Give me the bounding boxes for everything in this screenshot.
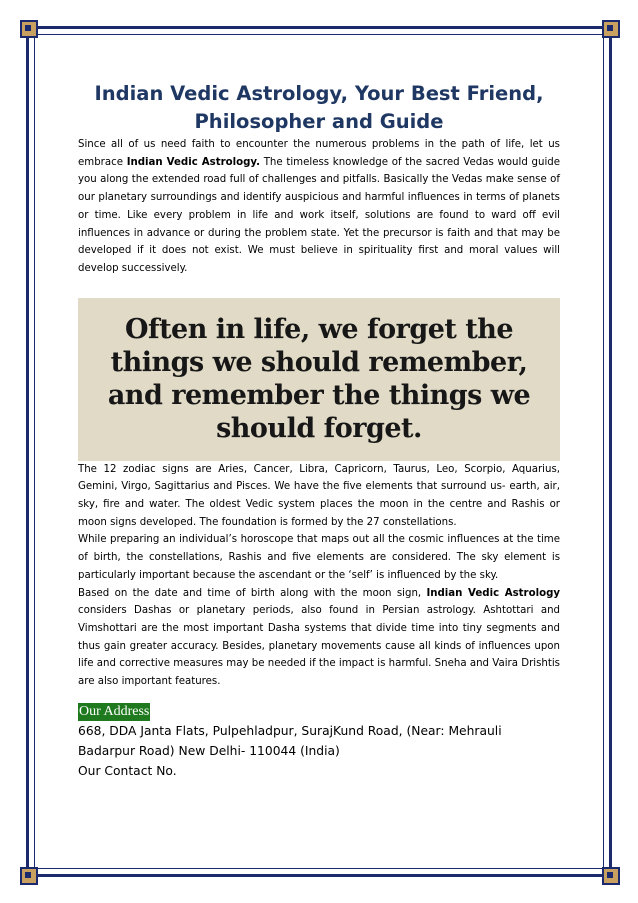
corner-ornament-icon <box>20 20 36 36</box>
document-content <box>78 80 560 781</box>
contact-label: Our Contact No. <box>78 763 177 778</box>
quote-line: should forget. <box>216 413 422 445</box>
bold-indian-vedic-astrology: Indian Vedic Astrology <box>426 587 561 599</box>
corner-ornament-icon <box>20 867 36 883</box>
paragraph-intro: Since all of us need faith to encounter the numerous problems in the path of life, let us embrace Indian Vedic Astrology. The timeless knowledge of the sacred Vedas would guide you along the extended road full of challenges and pitfalls. Basically the Vedas make sense of our planetary surroundings and identify auspicious and harmful influences in terms of planets or time. Like every problem in life and work itself, solutions are found to ward off evil influences in advance or during the problem state. Yet the precursor is faith and that may be developed if it does not exist. We must believe in spirituality first and moral values will develop successively. <box>78 139 561 274</box>
corner-ornament-icon <box>602 867 618 883</box>
quote-image <box>78 298 560 461</box>
paragraph-horoscope: While preparing an individual’s horoscope that maps out all the cosmic influences at the time of birth, the constellations, Rashis and five elements are considered. The sky element is particularly important because the ascendant or the ‘self’ is influenced by the sky. <box>78 534 560 581</box>
paragraph-dashas: Based on the date and time of birth along with the moon sign, Indian Vedic Astrology considers Dashas or planetary periods, also found in Persian astrology. Ashtottari and Vimshottari are the most important Dasha systems that divide time into tiny segments and thus gain greater accuracy. Besides, planetary movements cause all kinds of influences upon life and corrective measures may be needed if the impact is harmful. Sneha and Vaira Drishtis are also important features. <box>78 587 561 688</box>
quote-line: things we should remember, <box>110 347 528 379</box>
address-heading: Our Address <box>79 703 150 719</box>
page-title <box>78 80 560 136</box>
paragraph-zodiac: The 12 zodiac signs are Aries, Cancer, Libra, Capricorn, Taurus, Leo, Scorpio, Aquarius, Gemini, Virgo, Sagittarius and Pisces. We have the five elements that surround us- earth, air, sky, fire and water. The oldest Vedic system places the moon in the centre and Rashis or moon signs developed. The foundation is formed by the 27 constellations. <box>78 463 560 528</box>
quote-line: and remember the things we <box>107 380 531 412</box>
corner-ornament-icon <box>602 20 618 36</box>
quote-line: Often in life, we forget the <box>124 314 514 346</box>
title-line-1: Indian Vedic Astrology, Your Best Friend, <box>94 82 544 105</box>
address-text: 668, DDA Janta Flats, Pulpehladpur, SurajKund Road, (Near: Mehrauli Badarpur Road) New Delhi- 110044 (India) <box>78 723 502 758</box>
title-line-2: Philosopher and Guide <box>194 110 444 133</box>
bold-indian-vedic-astrology: Indian Vedic Astrology. <box>126 156 260 168</box>
